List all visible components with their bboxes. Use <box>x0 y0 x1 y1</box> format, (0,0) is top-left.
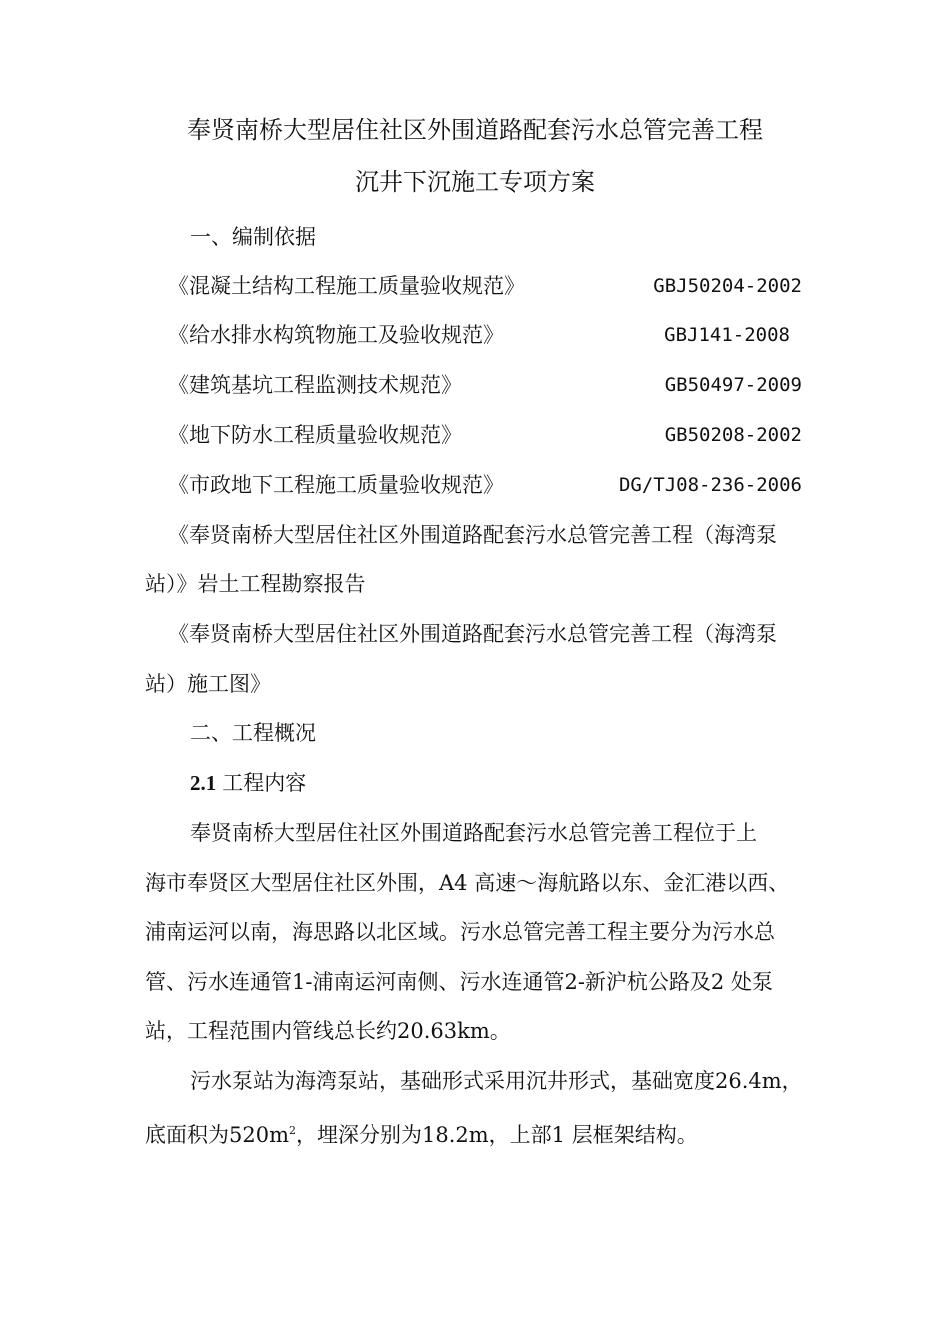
paragraph-line: 污水泵站为海湾泵站，基础形式采用沉井形式，基础宽度26.4m， <box>190 1069 803 1093</box>
reference-name: 《给水排水构筑物施工及验收规范》 <box>168 323 504 347</box>
drawing-reference-line-2: 站）施工图》 <box>145 672 271 696</box>
paragraph-line: 管、污水连通管1-浦南运河南侧、污水连通管2-新沪杭公路及2 处泵 <box>145 970 773 994</box>
reference-code: GB50497-2009 <box>664 374 802 396</box>
paragraph-text: 底面积为520m <box>145 1123 289 1147</box>
paragraph-line: 站，工程范围内管线总长约20.63km。 <box>145 1019 511 1043</box>
subsection-heading <box>190 768 306 798</box>
paragraph-line: 浦南运河以南，海思路以北区域。污水总管完善工程主要分为污水总 <box>145 920 775 944</box>
reference-name: 《地下防水工程质量验收规范》 <box>168 423 462 447</box>
document-title-line-1: 奉贤南桥大型居住社区外围道路配套污水总管完善工程 <box>187 116 763 144</box>
paragraph-line <box>145 1116 698 1150</box>
superscript: 2 <box>289 1124 296 1137</box>
survey-report-line-2: 站）》岩土工程勘察报告 <box>145 572 366 596</box>
survey-report-line-1: 《奉贤南桥大型居住社区外围道路配套污水总管完善工程（海湾泵 <box>168 523 777 547</box>
section-heading-basis: 一、编制依据 <box>190 225 316 249</box>
drawing-reference-line-1: 《奉贤南桥大型居住社区外围道路配套污水总管完善工程（海湾泵 <box>168 622 777 646</box>
subsection-number: 2.1 <box>190 771 217 795</box>
reference-name: 《混凝土结构工程施工质量验收规范》 <box>168 274 525 298</box>
reference-code: GBJ50204-2002 <box>653 275 802 297</box>
reference-code: GB50208-2002 <box>664 424 802 446</box>
reference-name: 《建筑基坑工程监测技术规范》 <box>168 373 462 397</box>
reference-name: 《市政地下工程施工质量验收规范》 <box>168 473 504 497</box>
paragraph-line: 海市奉贤区大型居住社区外围，A4 高速～海航路以东、金汇港以西、 <box>145 871 790 895</box>
document-title-line-2: 沉井下沉施工专项方案 <box>355 168 595 196</box>
paragraph-text: ，埋深分别为18.2m，上部1 层框架结构。 <box>296 1123 698 1147</box>
reference-code: GBJ141-2008 <box>664 324 790 346</box>
section-heading-overview: 二、工程概况 <box>190 721 316 745</box>
subsection-title: 工程内容 <box>222 771 307 795</box>
paragraph-line: 奉贤南桥大型居住社区外围道路配套污水总管完善工程位于上 <box>190 821 757 845</box>
reference-code: DG/TJ08-236-2006 <box>618 474 802 496</box>
